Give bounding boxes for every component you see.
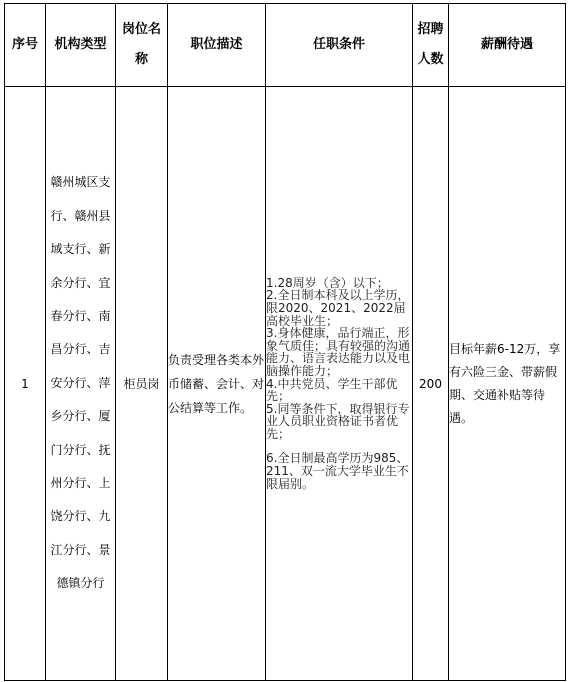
header-row [5, 4, 566, 87]
header-compensation: 薪酬待遇 [449, 4, 566, 87]
header-index: 序号 [5, 4, 46, 87]
requirement-item: 2.全日制本科及以上学历，限2020、2021、2022届高校毕业生； [266, 288, 410, 328]
header-requirements: 任职条件 [266, 4, 413, 87]
header-org-type: 机构类型 [46, 4, 116, 87]
header-headcount: 招聘人数 [413, 4, 449, 87]
table-row [5, 87, 566, 681]
requirement-item: 4.中共党员、学生干部优先； [266, 376, 398, 404]
cell-description: 负责受理各类本外币储蓄、会计、对公结算等工作。 [168, 87, 266, 681]
cell-requirements [266, 87, 413, 681]
requirement-item: 1.28周岁（含）以下； [266, 275, 389, 290]
requirement-item: 3.身体健康，品行端正，形象气质佳；具有较强的沟通能力、语言表达能力以及电脑操作能力； [266, 326, 411, 378]
cell-position-name: 柜员岗 [116, 87, 168, 681]
requirement-item: 5.同等条件下，取得银行专业人员职业资格证书者优先； [266, 401, 410, 441]
header-description: 职位描述 [168, 4, 266, 87]
cell-compensation: 目标年薪6-12万，享有六险三金、带薪假期、交通补贴等待遇。 [449, 87, 566, 681]
cell-index: 1 [5, 87, 46, 681]
header-position-name: 岗位名称 [116, 4, 168, 87]
requirement-item: 6.全日制最高学历为985、211、双一流大学毕业生不限届别。 [266, 451, 409, 491]
recruitment-table [4, 3, 566, 681]
cell-headcount: 200 [413, 87, 449, 681]
cell-org-type: 赣州城区支行、赣州县域支行、新余分行、宜春分行、南昌分行、吉安分行、萍乡分行、厦门分行、抚州分行、上饶分行、九江分行、景德镇分行 [46, 87, 116, 681]
